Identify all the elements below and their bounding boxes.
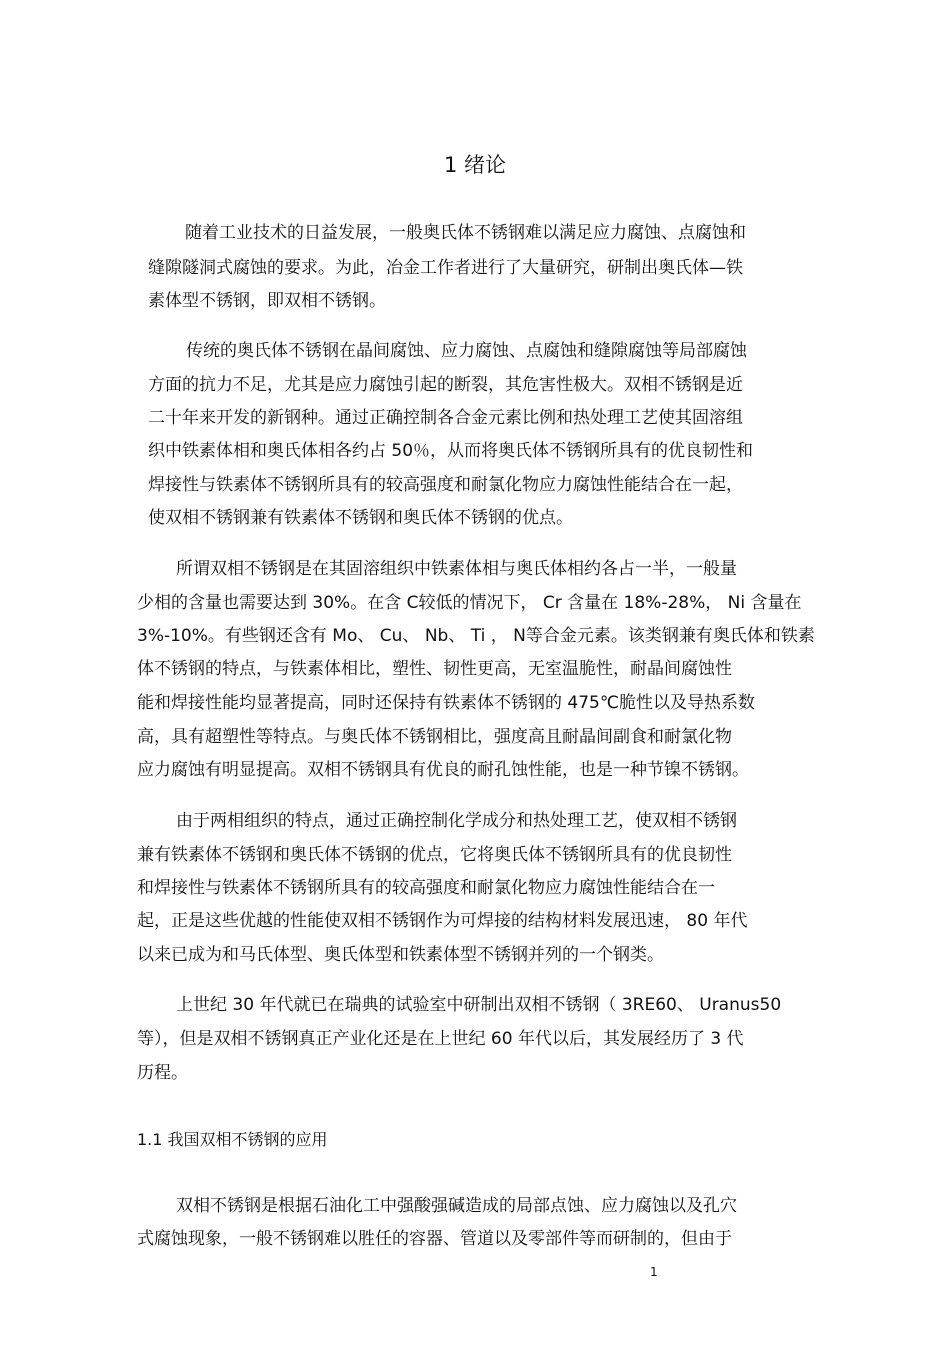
text-line: 兼有铁素体不锈钢和奥氏体不锈钢的优点，它将奥氏体不锈钢所具有的优良韧性 <box>137 845 732 865</box>
text-line: 使双相不锈钢兼有铁素体不锈钢和奥氏体不锈钢的优点。 <box>148 508 573 528</box>
text-line: 和焊接性与铁素体不锈钢所具有的较高强度和耐氯化物应力腐蚀性能结合在一 <box>137 878 715 898</box>
text-line: 起，正是这些优越的性能使双相不锈钢作为可焊接的结构材料发展迅速， 80 年代 <box>137 911 748 931</box>
text-line: 方面的抗力不足，尤其是应力腐蚀引起的断裂，其危害性极大。双相不锈钢是近 <box>148 375 743 395</box>
text-line: 焊接性与铁素体不锈钢所具有的较高强度和耐氯化物应力腐蚀性能结合在一起， <box>148 475 743 495</box>
text-line: 以来已成为和马氏体型、奥氏体型和铁素体型不锈钢并列的一个钢类。 <box>137 945 664 965</box>
text-line: 缝隙隧洞式腐蚀的要求。为此，冶金工作者进行了大量研究，研制出奥氏体—铁 <box>148 258 743 278</box>
text-line: 素体型不锈钢，即双相不锈钢。 <box>148 291 386 311</box>
text-line: 随着工业技术的日益发展，一般奥氏体不锈钢难以满足应力腐蚀、点腐蚀和 <box>185 223 746 243</box>
text-line: 双相不锈钢是根据石油化工中强酸强碱造成的局部点蚀、应力腐蚀以及孔穴 <box>176 1196 737 1216</box>
text-line: 应力腐蚀有明显提高。双相不锈钢具有优良的耐孔蚀性能，也是一种节镍不锈钢。 <box>137 760 749 780</box>
text-line: 3%-10%。有些钢还含有 Mo、 Cu、 Nb、 Ti ， N等合金元素。该类钢兼有奥氏体和铁素 <box>137 626 815 646</box>
text-line: 传统的奥氏体不锈钢在晶间腐蚀、应力腐蚀、点腐蚀和缝隙腐蚀等局部腐蚀 <box>186 341 747 361</box>
section-heading: 1.1 我国双相不锈钢的应用 <box>137 1130 328 1149</box>
text-line: 所谓双相不锈钢是在其固溶组织中铁素体相与奥氏体相约各占一半，一般量 <box>176 559 737 579</box>
text-line: 高，具有超塑性等特点。与奥氏体不锈钢相比，强度高且耐晶间副食和耐氯化物 <box>137 727 732 747</box>
chapter-title: 1 绪论 <box>443 153 507 177</box>
text-line: 上世纪 30 年代就已在瑞典的试验室中研制出双相不锈钢（ 3RE60、 Uranus50 <box>176 995 782 1015</box>
text-line: 历程。 <box>137 1063 188 1083</box>
text-line: 体不锈钢的特点，与铁素体相比，塑性、韧性更高，无室温脆性，耐晶间腐蚀性 <box>137 659 732 679</box>
text-line: 等），但是双相不锈钢真正产业化还是在上世纪 60 年代以后，其发展经历了 3 代 <box>137 1029 744 1049</box>
page-number: 1 <box>650 1265 658 1279</box>
text-line: 织中铁素体相和奥氏体相各约占 50％，从而将奥氏体不锈钢所具有的优良韧性和 <box>148 441 754 461</box>
text-line: 能和焊接性能均显著提高，同时还保持有铁素体不锈钢的 475℃脆性以及导热系数 <box>137 693 755 713</box>
text-line: 由于两相组织的特点，通过正确控制化学成分和热处理工艺，使双相不锈钢 <box>176 811 737 831</box>
text-line: 少相的含量也需要达到 30%。在含 C较低的情况下， Cr 含量在 18%-28%， Ni 含量在 <box>137 593 802 613</box>
text-line: 式腐蚀现象，一般不锈钢难以胜任的容器、管道以及零部件等而研制的，但由于 <box>137 1229 732 1249</box>
text-line: 二十年来开发的新钢种。通过正确控制各合金元素比例和热处理工艺使其固溶组 <box>148 408 743 428</box>
